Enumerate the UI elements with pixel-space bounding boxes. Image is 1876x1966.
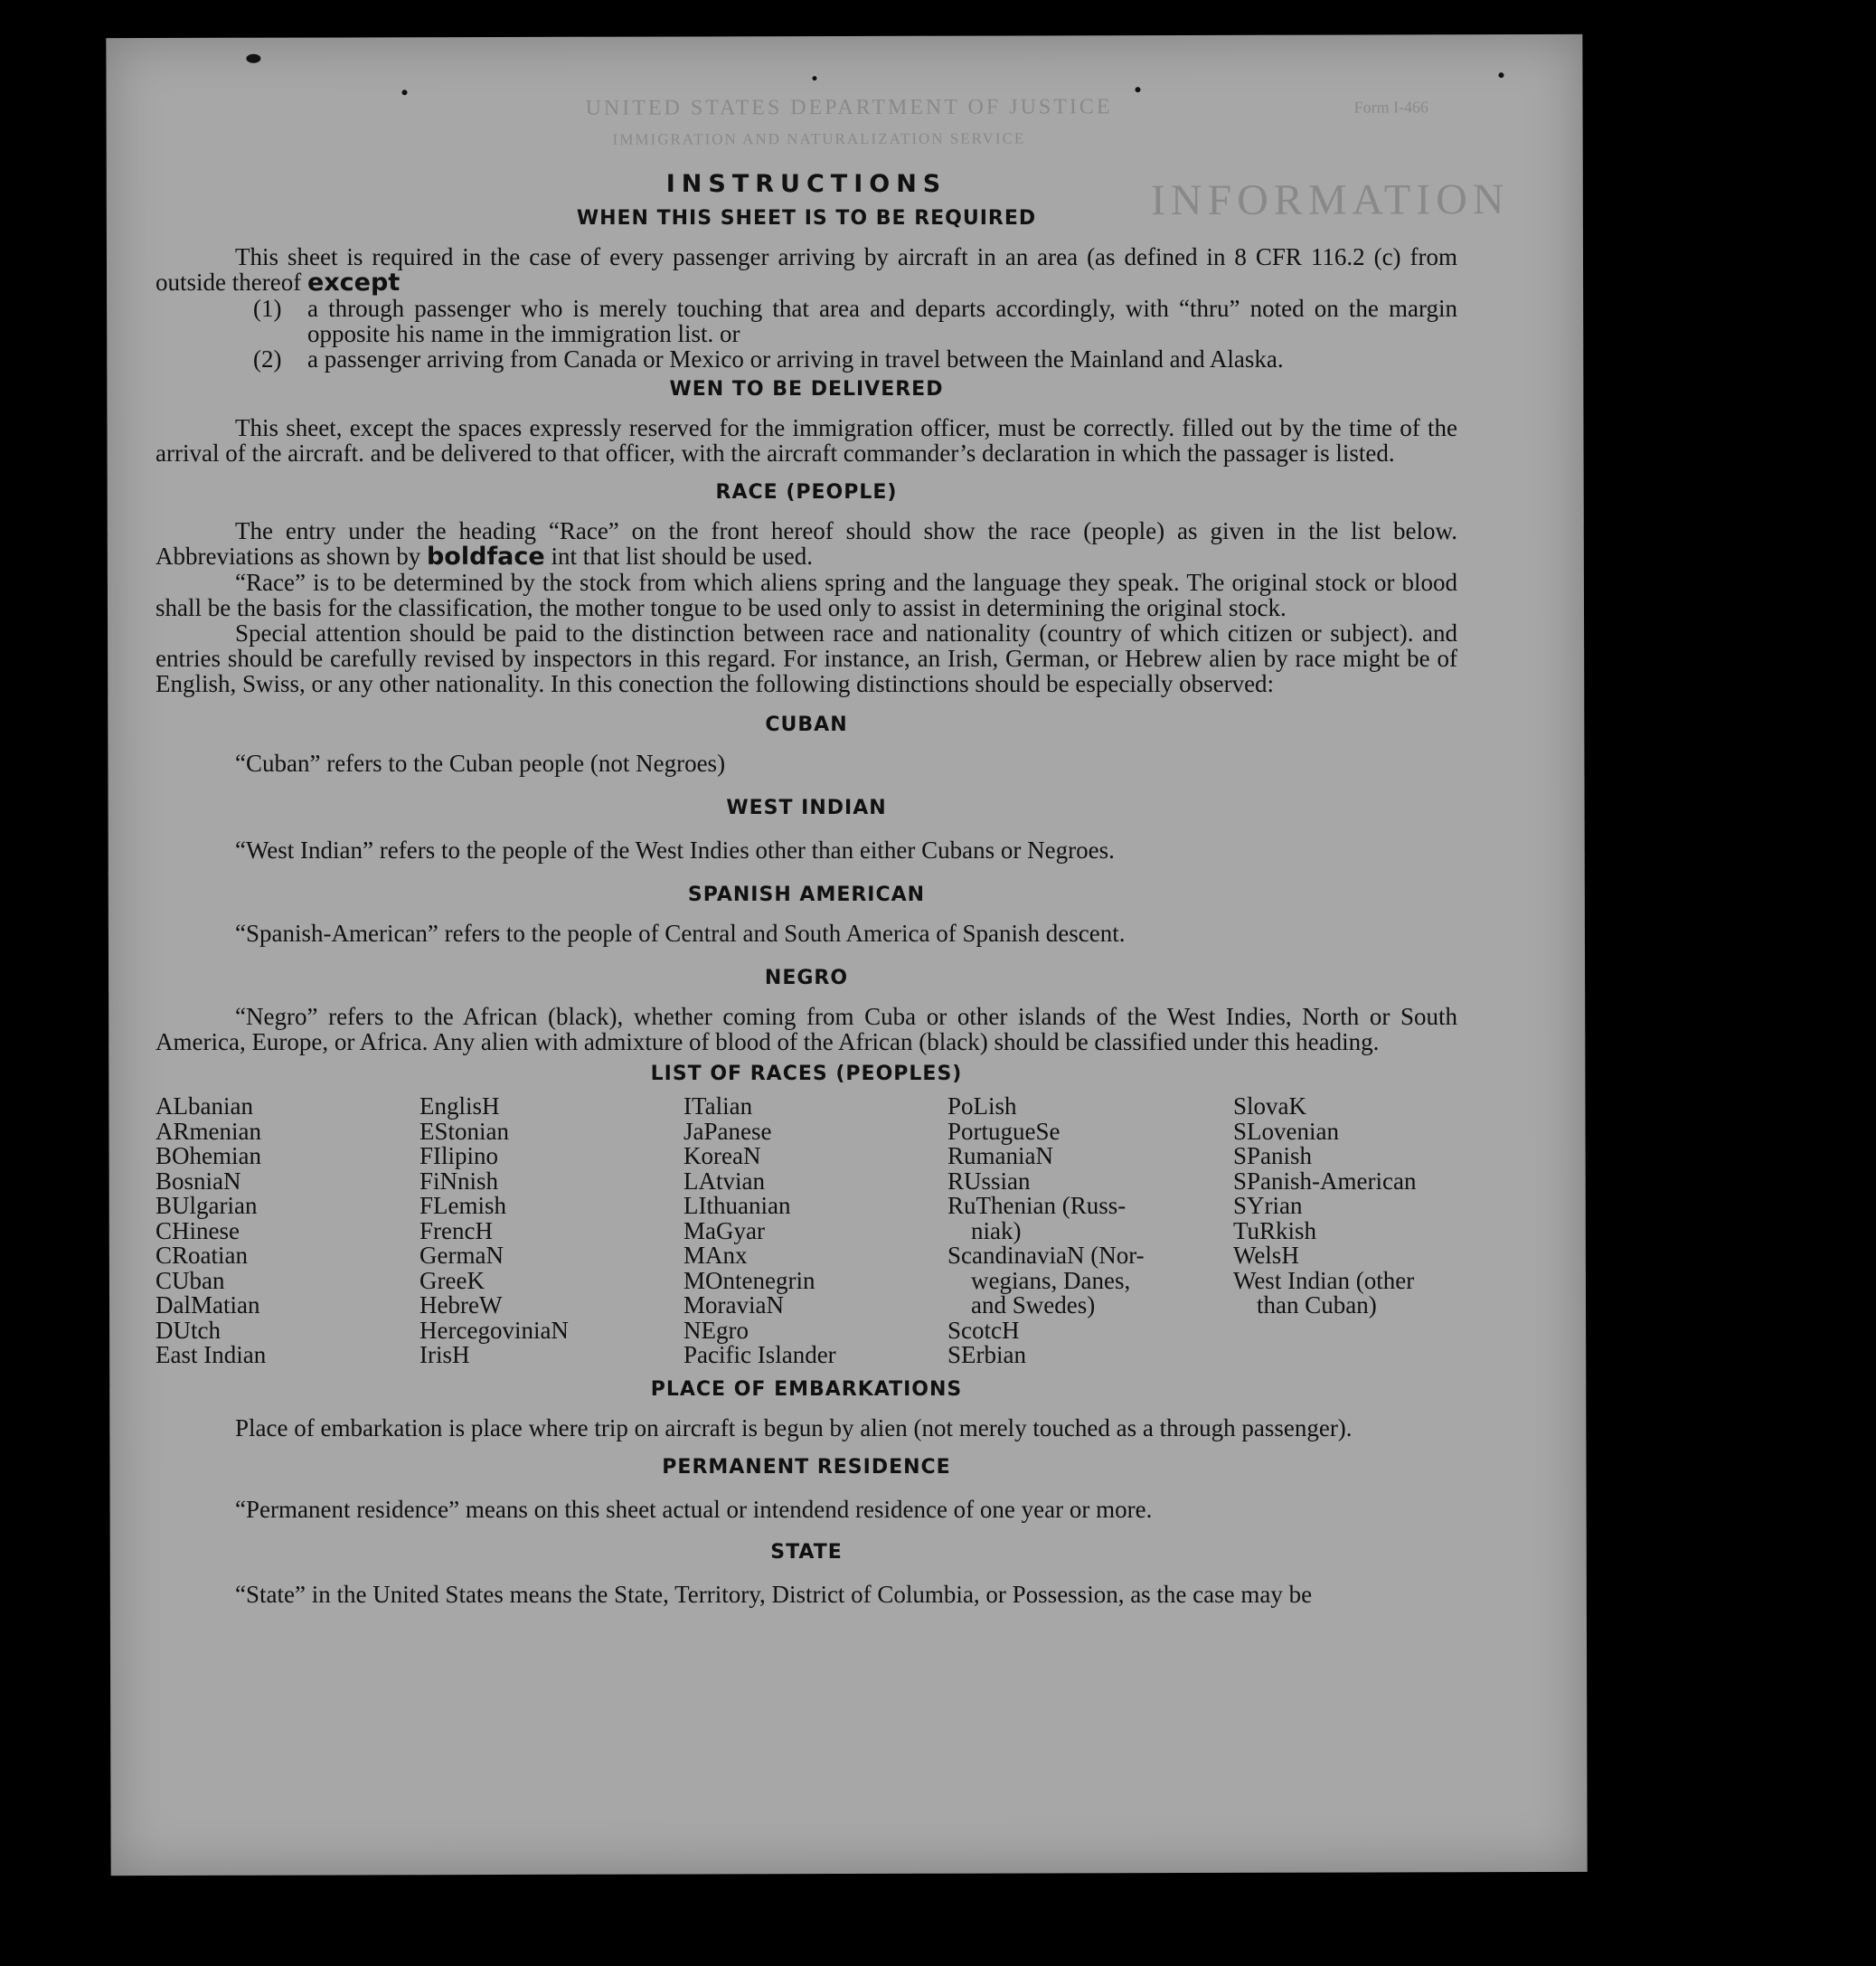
race-item: BosniaN [156,1167,241,1195]
race-item: ScotcH [947,1316,1020,1344]
ghost-header-line1: UNITED STATES DEPARTMENT OF JUSTICE [585,95,1113,120]
race-paragraph-1 [156,518,1457,570]
race-item: RumaniaN [947,1142,1053,1169]
west-indian-text: “West Indian” refers to the people of the West Indies other than either Cubans or Negroes. [235,836,1115,864]
race-item: SPanish-American [1233,1167,1417,1195]
races-column-5 [1233,1094,1457,1368]
race-item: SPanish [1233,1142,1313,1169]
race-item: EnglisH [420,1092,500,1120]
race-item: LAtvian [683,1167,765,1195]
race-item-continued: than Cuban) [1257,1291,1377,1319]
race-item: FrencH [420,1216,493,1244]
race-item: TuRkish [1233,1216,1317,1244]
race-item: FLemish [420,1192,507,1219]
race-item: HercegoviniaN [420,1316,569,1344]
section-heading-embarkation: PLACE OF EMBARKATIONS [650,1377,963,1401]
race-item: JaPanese [683,1117,772,1145]
scan-speck [1135,87,1140,92]
instructions-body [156,163,1457,1607]
race-paragraph-3: Special attention should be paid to the distinction between race and nationality (country of which citizen or subject). and entries should be carefully revised by inspectors in this regard. For instance, an Irish, German, or Hebrew alien by race might be of English, Swiss, or any other nationality. In this conection the following distinctions should be especially observed: [156,619,1457,697]
spanish-american-text: “Spanish-American” refers to the people of Central and South America of Spanish descent. [235,920,1126,947]
race-item: GreeK [420,1266,485,1294]
section-heading-negro: NEGRO [764,967,849,989]
cuban-text: “Cuban” refers to the Cuban people (not Negroes) [235,750,726,777]
race-paragraph-2: “Race” is to be determined by the stock from which aliens spring and the language they speak. The original stock or blood shall be the basis for the classification, the mother tongue to be used only to assist in determining the original stock. [156,569,1457,621]
race-item: MaGyar [683,1216,765,1244]
page-title: INSTRUCTIONS [665,170,947,198]
section-heading-delivered: WEN TO BE DELIVERED [669,378,944,401]
race-item: CHinese [156,1216,240,1244]
ghost-header-line2: IMMIGRATION AND NATURALIZATION SERVICE [612,129,1026,148]
exception-text-2: a passenger arriving from Canada or Mexico or arriving in travel between the Mainland and Alaska. [307,345,1284,373]
section-heading-cuban: CUBAN [765,714,848,736]
ghost-form-number: Form I-466 [1353,98,1429,117]
boldface-word: boldface [426,543,545,571]
delivered-paragraph: This sheet, except the spaces expressly reserved for the immigration officer, must be correctly. filled out by the time of the arrival of the aircraft. and be delivered to that officer, with the aircraft commander’s declaration in which the passager is listed. [156,414,1457,467]
section-heading-when-required: WHEN THIS SHEET IS TO BE REQUIRED [576,207,1037,230]
race-item: WelsH [1233,1242,1299,1269]
race-item: ARmenian [156,1117,261,1145]
exception-item-2 [253,346,1457,372]
race-item: SErbian [947,1341,1026,1368]
race-item: ITalian [683,1092,753,1120]
scan-speck [1498,72,1504,78]
race-item: MOntenegrin [683,1266,815,1294]
section-heading-race: RACE (PEOPLE) [715,481,898,504]
required-paragraph [156,244,1457,296]
race-item: HebreW [420,1291,503,1319]
race-item: KoreaN [683,1142,761,1169]
races-column-4 [947,1094,1233,1368]
section-heading-list-of-races: LIST OF RACES (PEOPLES) [650,1063,963,1085]
race-item-continued: and Swedes) [971,1291,1096,1319]
negro-text: “Negro” refers to the African (black), whether coming from Cuba or other islands of the West Indies, North or South America, Europe, or Africa. Any alien with admixture of blood of the African (black) should be classified under this heading. [156,1003,1457,1055]
races-column-3 [683,1094,947,1368]
race-item: PortugueSe [947,1117,1061,1145]
race-item: Pacific Islander [683,1341,836,1368]
race-item: East Indian [156,1341,267,1368]
exception-num-2: (2) [253,345,282,373]
exception-num-1: (1) [253,295,282,322]
residence-text: “Permanent residence” means on this sheet actual or intendend residence of one year or more. [235,1495,1153,1523]
race-item: SlovaK [1233,1092,1306,1120]
section-heading-state: STATE [770,1540,843,1564]
race-item: NEgro [683,1316,749,1344]
exception-item-1 [253,296,1457,346]
race-item: IrisH [420,1341,470,1368]
race-item: CRoatian [156,1242,248,1269]
race-item: DUtch [156,1316,221,1344]
section-heading-residence: PERMANENT RESIDENCE [662,1455,951,1479]
race-item: FiNnish [420,1167,499,1195]
except-bold: except [306,269,401,297]
race-item: CUban [156,1266,225,1294]
ghost-header-line3: INFORMATION [1150,175,1510,225]
state-text: “State” in the United States means the State, Territory, District of Columbia, or Possession, as the case may be [235,1580,1313,1608]
race-item: DalMatian [156,1291,260,1319]
race-item: West Indian (other [1233,1266,1415,1294]
embarkation-text: Place of embarkation is place where trip on aircraft is begun by alien (not merely touched as a through passenger). [235,1413,1353,1441]
race-item: PoLish [947,1092,1017,1120]
race-item: MAnx [683,1242,748,1269]
races-list [156,1094,1457,1368]
race-item: EStonian [420,1117,509,1145]
races-column-1 [156,1094,420,1368]
race-item-continued: niak) [971,1216,1022,1244]
race-p1-end: int that list should be used. [551,543,813,570]
race-item: ALbanian [156,1092,253,1120]
race-p1-start: The entry under the heading “Race” on the front hereof should show the race (people) as given in the list below. Abbreviations as shown by [156,517,1457,570]
required-intro: This sheet is required in the case of every passenger arriving by aircraft in an area (as defined in 8 CFR 116.2 (c) from outside thereof [156,243,1457,296]
race-item: FIlipino [420,1142,499,1169]
race-item: GermaN [420,1242,504,1269]
race-item: ScandinaviaN (Nor- [947,1242,1145,1269]
race-item: BOhemian [156,1142,261,1169]
race-item: BUlgarian [156,1192,258,1219]
race-item: SYrian [1233,1192,1303,1219]
race-item: LIthuanian [683,1192,791,1219]
exception-text-1: a through passenger who is merely touching that area and departs accordingly, with “thru” noted on the margin opposite his name in the immigration list. or [307,295,1457,347]
race-item: RuThenian (Russ- [947,1192,1127,1219]
race-item: RUssian [947,1167,1031,1195]
scan-speck [401,90,407,95]
scan-speck [246,54,260,63]
race-item-continued: wegians, Danes, [971,1266,1131,1294]
section-heading-west-indian: WEST INDIAN [726,797,887,819]
scan-speck [812,76,816,80]
race-item: SLovenian [1233,1117,1339,1145]
section-heading-spanish-american: SPANISH AMERICAN [687,884,926,906]
races-column-2 [420,1094,683,1368]
race-item: MoraviaN [683,1291,784,1319]
